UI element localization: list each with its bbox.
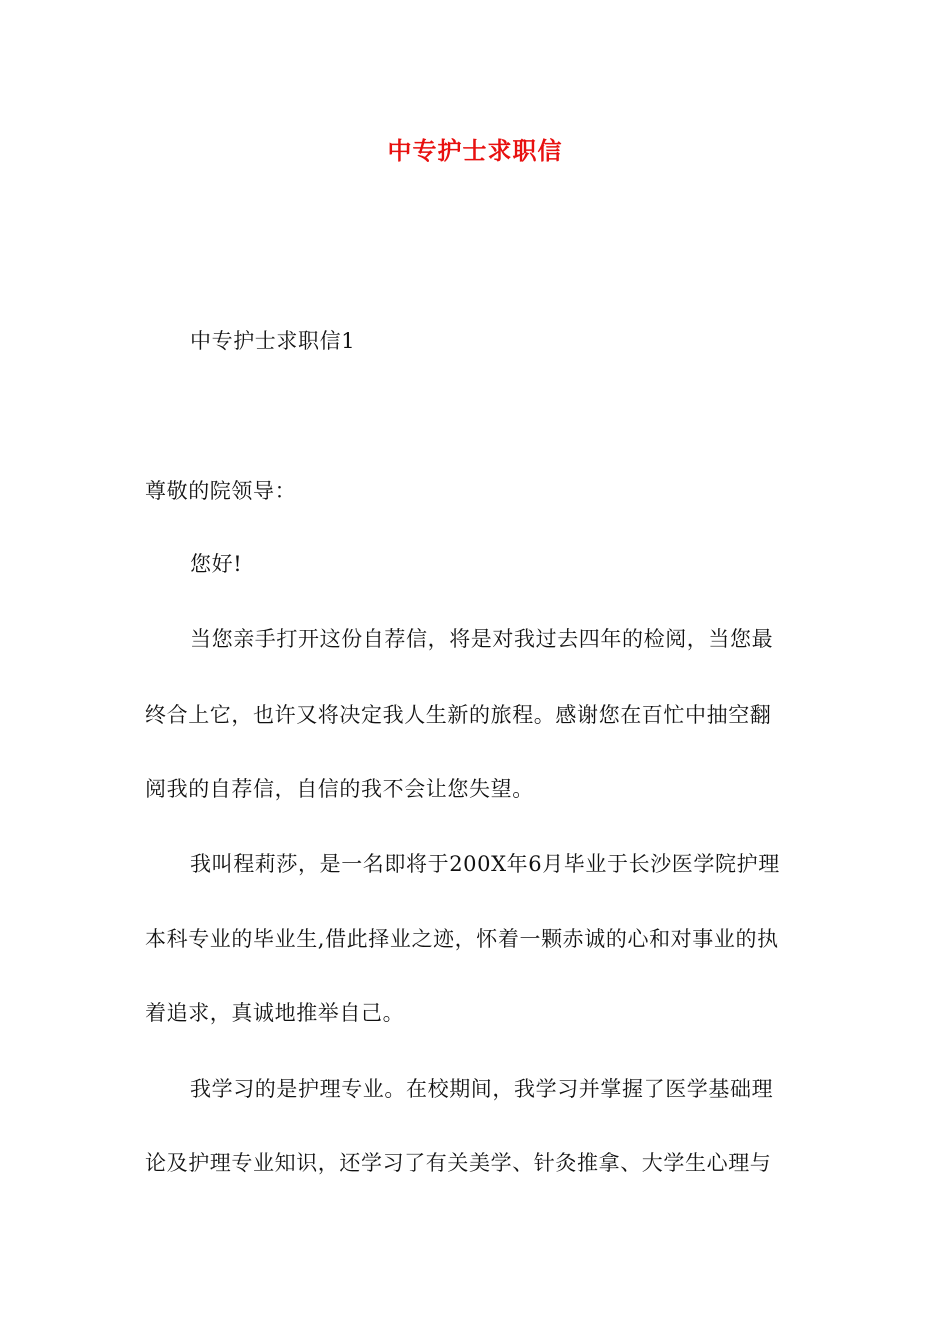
paragraph-line: 我学习的是护理专业。在校期间，我学习并掌握了医学基础理 [190,1077,774,1101]
paragraph-line: 终合上它，也许又将决定我人生新的旅程。感谢您在百忙中抽空翻 [145,703,772,727]
section-heading: 中专护士求职信1 [190,329,356,353]
paragraph-line: 我叫程莉莎，是一名即将于200X年6月毕业于长沙医学院护理 [190,852,780,876]
paragraph-line: 本科专业的毕业生,借此择业之迹，怀着一颗赤诚的心和对事业的执 [145,927,779,951]
paragraph-line: 当您亲手打开这份自荐信，将是对我过去四年的检阅，当您最 [190,627,774,651]
paragraph-line: 着追求，真诚地推举自己。 [145,1001,405,1025]
salutation: 尊敬的院领导： [145,479,297,503]
paragraph-line: 阅我的自荐信，自信的我不会让您失望。 [145,777,534,801]
paragraph-line: 论及护理专业知识，还学习了有关美学、针灸推拿、大学生心理与 [145,1151,772,1175]
greeting: 您好! [190,552,243,576]
document-title: 中专护士求职信 [387,136,563,165]
